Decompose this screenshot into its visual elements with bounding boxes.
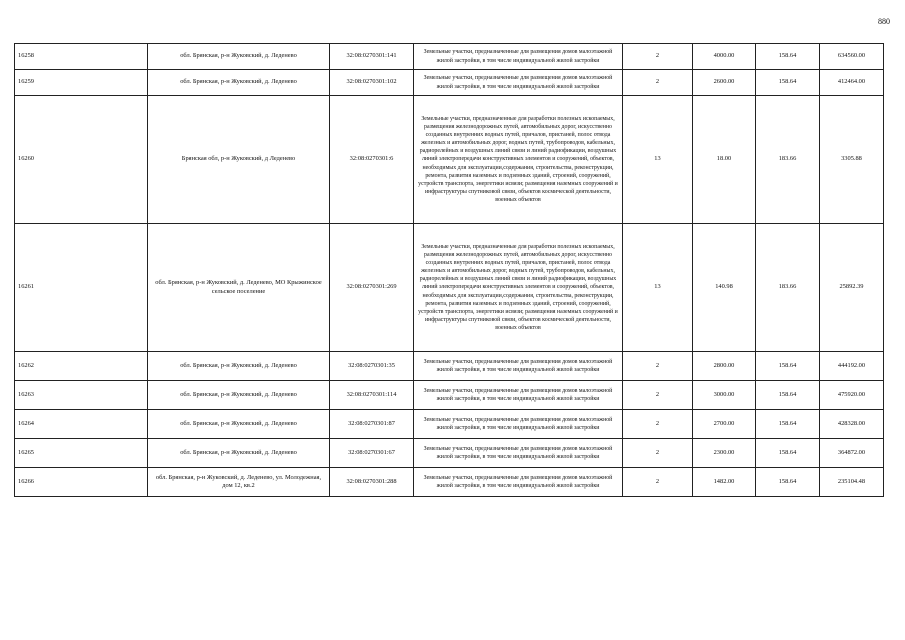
area-cell: 4000.00 xyxy=(693,44,756,70)
cadastral-value-cell: 25892.39 xyxy=(820,224,884,352)
area-cell: 140.98 xyxy=(693,224,756,352)
cadastral-value-cell: 444192.00 xyxy=(820,352,884,381)
rate-cell: 158.64 xyxy=(756,381,820,410)
area-cell: 3000.00 xyxy=(693,381,756,410)
land-use-cell: Земельные участки, предназначенные для размещения домов малоэтажной жилой застройки, в том числе индивидуальной жилой застройки xyxy=(414,381,623,410)
cadastral-number-cell: 32:08:0270301:102 xyxy=(330,70,414,96)
row-number: 16266 xyxy=(15,468,148,497)
row-number: 16261 xyxy=(15,224,148,352)
cadastral-value-cell: 364872.00 xyxy=(820,439,884,468)
cadastral-number-cell: 32:08:0270301:67 xyxy=(330,439,414,468)
address-cell: обл. Брянская, р-н Жуковский, д. Леденево xyxy=(148,410,330,439)
cadastral-value-cell: 475920.00 xyxy=(820,381,884,410)
address-cell: обл. Брянская, р-н Жуковский, д. Леденево, МО Крыжинское сельское поселение xyxy=(148,224,330,352)
group-cell: 13 xyxy=(623,96,693,224)
address-cell: обл. Брянская, р-н Жуковский, д. Леденево xyxy=(148,439,330,468)
cadastral-number-cell: 32:08:0270301:87 xyxy=(330,410,414,439)
row-number: 16264 xyxy=(15,410,148,439)
table-row xyxy=(15,352,884,381)
group-cell: 2 xyxy=(623,352,693,381)
rate-cell: 158.64 xyxy=(756,468,820,497)
land-use-cell: Земельные участки, предназначенные для размещения домов малоэтажной жилой застройки, в том числе индивидуальной жилой застройки xyxy=(414,70,623,96)
cadastral-value-cell: 634560.00 xyxy=(820,44,884,70)
cadastral-number-cell: 32:08:0270301:141 xyxy=(330,44,414,70)
area-cell: 18.00 xyxy=(693,96,756,224)
table-row xyxy=(15,70,884,96)
rate-cell: 183.66 xyxy=(756,224,820,352)
land-use-cell: Земельные участки, предназначенные для размещения домов малоэтажной жилой застройки, в том числе индивидуальной жилой застройки xyxy=(414,439,623,468)
cadastral-value-cell: 428328.00 xyxy=(820,410,884,439)
cadastral-number-cell: 32:08:0270301:269 xyxy=(330,224,414,352)
table-row xyxy=(15,410,884,439)
cadastral-value-cell: 412464.00 xyxy=(820,70,884,96)
row-number: 16258 xyxy=(15,44,148,70)
land-use-cell: Земельные участки, предназначенные для размещения домов малоэтажной жилой застройки, в том числе индивидуальной жилой застройки xyxy=(414,352,623,381)
row-number: 16265 xyxy=(15,439,148,468)
group-cell: 2 xyxy=(623,410,693,439)
land-use-cell: Земельные участки, предназначенные для размещения домов малоэтажной жилой застройки, в том числе индивидуальной жилой застройки xyxy=(414,44,623,70)
area-cell: 2600.00 xyxy=(693,70,756,96)
group-cell: 2 xyxy=(623,381,693,410)
group-cell: 13 xyxy=(623,224,693,352)
group-cell: 2 xyxy=(623,468,693,497)
area-cell: 2700.00 xyxy=(693,410,756,439)
row-number: 16259 xyxy=(15,70,148,96)
table-row xyxy=(15,468,884,497)
row-number: 16260 xyxy=(15,96,148,224)
address-cell: обл. Брянская, р-н Жуковский, д. Леденево xyxy=(148,70,330,96)
cadastral-number-cell: 32:08:0270301:6 xyxy=(330,96,414,224)
row-number: 16262 xyxy=(15,352,148,381)
address-cell: обл. Брянская, р-н Жуковский, д. Леденево, ул. Молодежная, дом 12, кв.2 xyxy=(148,468,330,497)
area-cell: 1482.00 xyxy=(693,468,756,497)
address-cell: обл. Брянская, р-н Жуковский, д. Леденево xyxy=(148,381,330,410)
land-plot-table xyxy=(14,43,884,497)
table-row xyxy=(15,381,884,410)
table-row xyxy=(15,439,884,468)
page-number: 880 xyxy=(878,17,890,26)
rate-cell: 158.64 xyxy=(756,439,820,468)
table-row xyxy=(15,44,884,70)
land-use-cell: Земельные участки, предназначенные для размещения домов малоэтажной жилой застройки, в том числе индивидуальной жилой застройки xyxy=(414,468,623,497)
cadastral-number-cell: 32:08:0270301:288 xyxy=(330,468,414,497)
address-cell: обл. Брянская, р-н Жуковский, д. Леденево xyxy=(148,352,330,381)
table-row xyxy=(15,224,884,352)
rate-cell: 158.64 xyxy=(756,352,820,381)
cadastral-value-cell: 3305.88 xyxy=(820,96,884,224)
address-cell: Брянская обл, р-н Жуковский, д Леденево xyxy=(148,96,330,224)
area-cell: 2300.00 xyxy=(693,439,756,468)
land-use-cell: Земельные участки, предназначенные для разработки полезных ископаемых, размещения железнодорожных путей, автомобильных дорог, искусственно созданных внутренних водных путей, причалов, пристаней, полос отвода железных и автомобильных дорог, водных путей, трубопроводов, кабельных, радиорелейных и воздушных линий связи и линий радиофикации, воздушных линий электропередачи конструктивных элементов и сооружений, объектов, необходимых для эксплуатации,содержания, строительства, реконструкции, ремонта, развития наземных и подземных зданий, строений, сооружений, устройств транспорта, энергетики исвязи; размещения наземных сооружений и инфраструктуры спутниковой связи, объектов космической деятельности, военных объектов xyxy=(414,96,623,224)
rate-cell: 158.64 xyxy=(756,44,820,70)
rate-cell: 158.64 xyxy=(756,70,820,96)
address-cell: обл. Брянская, р-н Жуковский, д. Леденево xyxy=(148,44,330,70)
cadastral-number-cell: 32:08:0270301:114 xyxy=(330,381,414,410)
area-cell: 2800.00 xyxy=(693,352,756,381)
land-use-cell: Земельные участки, предназначенные для разработки полезных ископаемых, размещения железнодорожных путей, автомобильных дорог, искусственно созданных внутренних водных путей, причалов, пристаней, полос отвода железных и автомобильных дорог, водных путей, трубопроводов, кабельных, радиорелейных и воздушных линий связи и линий радиофикации, воздушных линий электропередачи конструктивных элементов и сооружений, объектов, необходимых для эксплуатации,содержания, строительства, реконструкции, ремонта, развития наземных и подземных зданий, строений, сооружений, устройств транспорта, энергетики исвязи; размещения наземных сооружений и инфраструктуры спутниковой связи, объектов космической деятельности, военных объектов xyxy=(414,224,623,352)
group-cell: 2 xyxy=(623,44,693,70)
group-cell: 2 xyxy=(623,70,693,96)
rate-cell: 158.64 xyxy=(756,410,820,439)
rate-cell: 183.66 xyxy=(756,96,820,224)
cadastral-value-cell: 235104.48 xyxy=(820,468,884,497)
group-cell: 2 xyxy=(623,439,693,468)
cadastral-number-cell: 32:08:0270301:35 xyxy=(330,352,414,381)
row-number: 16263 xyxy=(15,381,148,410)
land-use-cell: Земельные участки, предназначенные для размещения домов малоэтажной жилой застройки, в том числе индивидуальной жилой застройки xyxy=(414,410,623,439)
table-row xyxy=(15,96,884,224)
